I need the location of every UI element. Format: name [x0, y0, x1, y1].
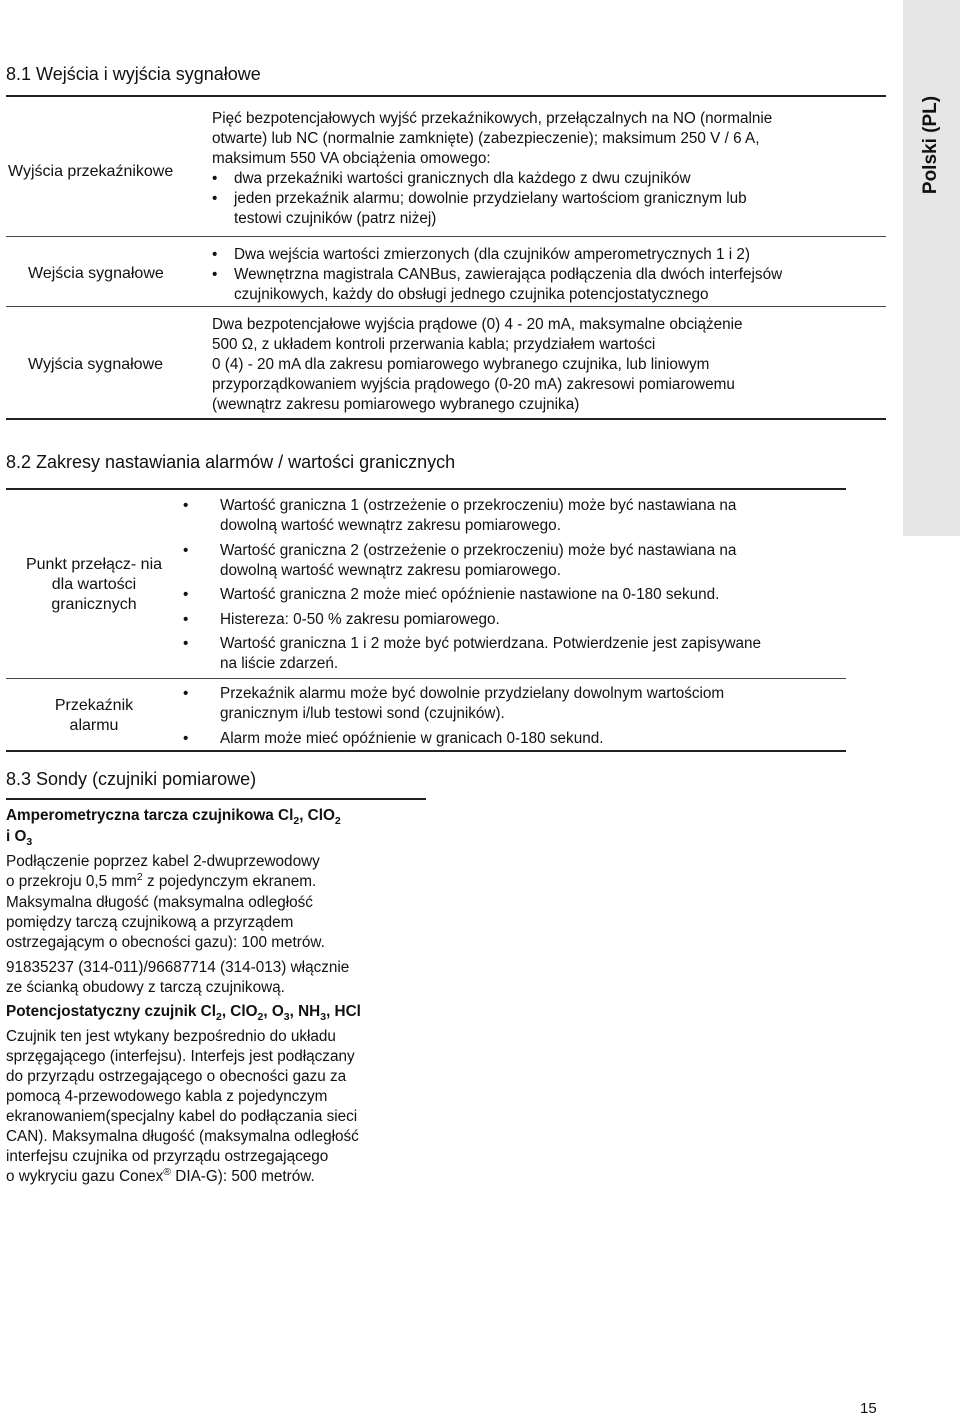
alarm-relay-label: Przekaźnik alarmu [54, 697, 134, 734]
section-8-1-top-rule [6, 95, 886, 97]
list-item: • Wartość graniczna 2 może mieć opóźnienie nastawione na 0-180 sekund. [183, 585, 873, 605]
row-divider [6, 236, 886, 237]
text-line: 91835237 (314-011)/96687714 (314-013) włącznie [6, 959, 350, 976]
language-tab-label: Polski (PL) [920, 95, 942, 195]
alarm-relay-text [183, 684, 873, 749]
list-item: • Wartość graniczna 1 (ostrzeżenie o przekroczeniu) może być nastawiana na dowolną wartość wewnątrz zakresu pomiarowego. [183, 496, 873, 536]
text-line: ze ścianką obudowy z tarczą czujnikową. [6, 979, 285, 996]
signal-inputs-label: Wejścia sygnałowe [28, 265, 164, 282]
section-8-2-top-rule [6, 488, 846, 490]
text-line: CAN). Maksymalna długość (maksymalna odległość [6, 1128, 359, 1145]
limit-switch-point-text [183, 496, 873, 674]
section-8-1-heading: 8.1 Wejścia i wyjścia sygnałowe [6, 64, 261, 84]
amperometric-sensor-title-cont: i $O_3$ [6, 828, 33, 848]
text-line: Maksymalna długość (maksymalna odległość [6, 894, 313, 911]
limit-switch-point-label: Punkt przełącz- nia dla wartości granicznych [25, 556, 163, 613]
list-item: • jeden przekaźnik alarmu; dowolnie przydzielany wartościom granicznym lub testowi czujników (patrz niżej) [212, 189, 882, 229]
text-line: Podłączenie poprzez kabel 2-dwuprzewodowy [6, 853, 320, 870]
text-line: o wykryciu gazu Conex® DIA-G): 500 metrów. [6, 1166, 315, 1185]
section-8-3-heading: 8.3 Sondy (czujniki pomiarowe) [6, 769, 257, 789]
list-item: • Wartość graniczna 2 (ostrzeżenie o przekroczeniu) może być nastawiana na dowolną wartość wewnątrz zakresu pomiarowego. [183, 541, 873, 581]
list-item: • Wewnętrzna magistrala CANBus, zawierająca podłączenia dla dwóch interfejsów czujnikowych, każdy do obsługi jednego czujnika potencjostatycznego [212, 265, 882, 305]
list-item: • Histereza: 0-50 % zakresu pomiarowego. [183, 610, 873, 630]
signal-outputs-label: Wyjścia sygnałowe [28, 356, 164, 373]
text-line: do przyrządu ostrzegającego o obecności gazu za [6, 1068, 347, 1085]
text-line: ostrzegającym o obecności gazu): 100 metrów. [6, 934, 325, 951]
text-line: interfejsu czujnika od przyrządu ostrzegającego [6, 1148, 329, 1165]
section-8-1-bottom-rule [6, 418, 886, 420]
row-divider [6, 678, 846, 679]
text-line: pomocą 4-przewodowego kabla z pojedynczym [6, 1088, 328, 1105]
signal-outputs-text: Dwa bezpotencjałowe wyjścia prądowe (0) 4 - 20 mA, maksymalne obciążenie 500 Ω, z układem kontroli przerwania kabla; przydziałem wartości 0 (4) - 20 mA dla zakresu pomiarowego wybranego czujnika, lub liniowym przyporządkowaniem wyjścia prądowego (0-20 mA) zakresowi pomiarowemu (wewnątrz zakresu pomiarowego wybranego czujnika) [212, 316, 743, 413]
text-line: pomiędzy tarczą czujnikową a przyrządem [6, 914, 294, 931]
list-item: • Przekaźnik alarmu może być dowolnie przydzielany dowolnym wartościom granicznym i/lub testowi sond (czujników). [183, 684, 873, 724]
potentiostatic-sensor-block [6, 1002, 446, 1188]
list-item: • Wartość graniczna 1 i 2 może być potwierdzana. Potwierdzenie jest zapisywane na liście zdarzeń. [183, 634, 873, 674]
text-line: Pięć bezpotencjałowych wyjść przekaźnikowych, przełączalnych na NO (normalnie [212, 110, 773, 127]
text-line: otwarte) lub NC (normalnie zamknięte) (zabezpieczenie); maksimum 250 V / 6 A, [212, 130, 760, 147]
amperometric-sensor-block [6, 806, 446, 998]
list-item: • Alarm może mieć opóźnienie w granicach 0-180 sekund. [183, 729, 873, 749]
text-line: ekranowaniem(specjalny kabel do podłączania sieci [6, 1108, 358, 1125]
text-line: sprzęgającego (interfejsu). Interfejs jest podłączany [6, 1048, 355, 1065]
section-8-3-rule [6, 798, 426, 800]
row-divider [6, 306, 886, 307]
list-item: • dwa przekaźniki wartości granicznych dla każdego z dwu czujników [212, 169, 882, 189]
list-item: • Dwa wejścia wartości zmierzonych (dla czujników amperometrycznych 1 i 2) [212, 245, 882, 265]
section-8-2-bottom-rule [6, 750, 846, 752]
relay-outputs-label: Wyjścia przekaźnikowe [8, 163, 174, 180]
page-number: 15 [860, 1400, 877, 1417]
relay-outputs-text [212, 109, 882, 229]
language-side-tab [903, 0, 960, 536]
text-line: maksimum 550 VA obciążenia omowego: [212, 150, 491, 167]
signal-inputs-text [212, 245, 882, 305]
section-8-2-heading: 8.2 Zakresy nastawiania alarmów / wartości granicznych [6, 452, 456, 472]
text-line: o przekroju 0,5 $mm^2$ z pojedynczym ekranem. [6, 871, 317, 890]
text-line: Czujnik ten jest wtykany bezpośrednio do układu [6, 1028, 336, 1045]
potentiostatic-sensor-title: Potencjostatyczny czujnik $Cl_2$, ClO$_2$, $O_3$, $NH_3$, HCl [6, 1003, 361, 1023]
amperometric-sensor-title: Amperometryczna tarcza czujnikowa $Cl_2$, ClO$_2$ [6, 807, 341, 827]
